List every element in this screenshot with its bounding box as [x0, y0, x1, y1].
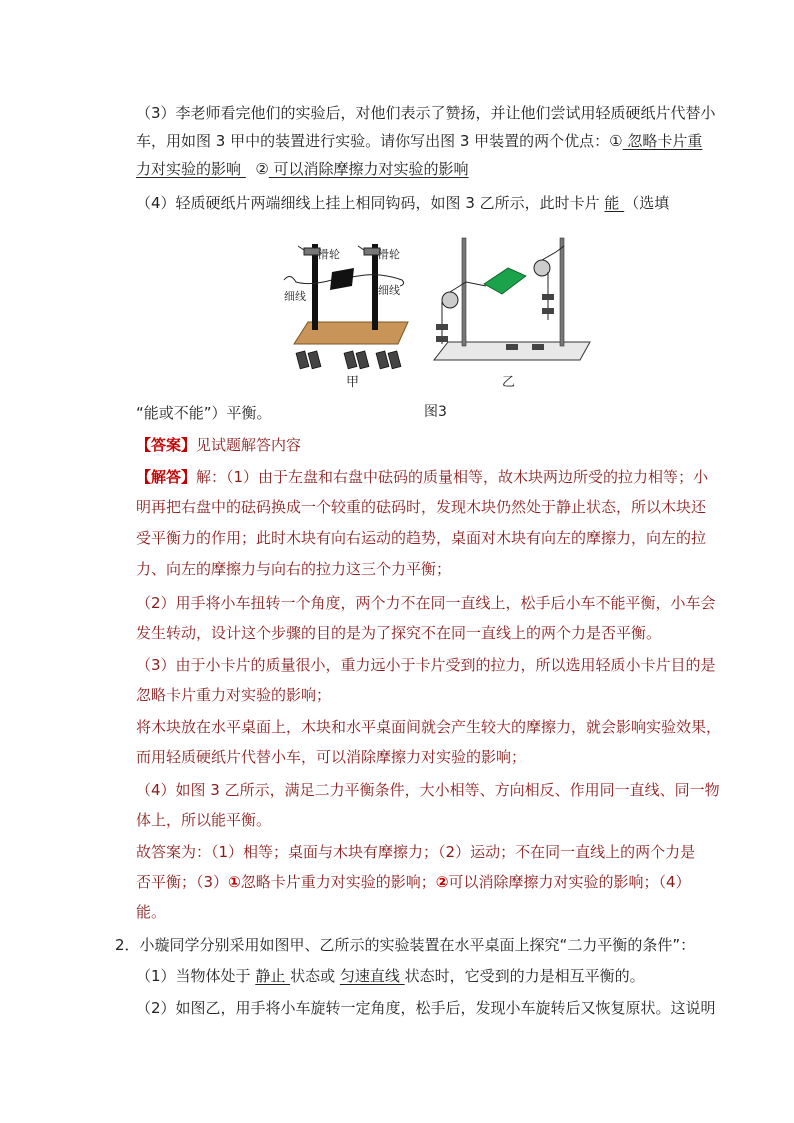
- figure-jia: [284, 244, 408, 369]
- analysis-line1: [136, 466, 708, 488]
- analysis-line2: 明再把右盘中的砝码换成一个较重的砝码时，发现木块仍然处于静止状态，所以木块还: [136, 498, 707, 516]
- figure-caption: 图3: [424, 404, 447, 420]
- analysis-line7: （3）由于小卡片的质量很小，重力远小于卡片受到的拉力，所以选用轻质小卡片目的是: [136, 656, 716, 674]
- black-card: [330, 268, 354, 290]
- q2-number: 2．: [115, 936, 140, 954]
- analysis-tag: 【解答】: [136, 468, 197, 486]
- q4-line2: “能或不能”）平衡。: [136, 404, 272, 422]
- analysis-line6: 发生转动，设计这个步骤的目的是为了探究不在同一直线上的两个力是否平衡。: [136, 624, 662, 642]
- q3-answer1: 忽略卡片重: [622, 132, 703, 150]
- analysis-line8: 忽略卡片重力对实验的影响；: [136, 686, 332, 704]
- label-string-left: 细线: [284, 290, 306, 303]
- analysis-line10: 而用轻质硬纸片代替小车，可以消除摩擦力对实验的影响；: [136, 748, 527, 766]
- figure-yi: [434, 238, 590, 360]
- analysis-mark-2: ②: [435, 873, 449, 891]
- left-stand: [462, 238, 466, 346]
- answer-line: [136, 434, 301, 456]
- analysis-line3: 受平衡力的作用；此时木块有向右运动的趋势，桌面对木块有向左的摩擦力，向左的拉: [136, 529, 707, 547]
- q3-answer1-cont: 力对实验的影响: [136, 160, 246, 178]
- wooden-board: [294, 322, 408, 344]
- analysis-line14-b: 忽略卡片重力对实验的影响；: [240, 873, 436, 891]
- label-string-right: 细线: [378, 284, 400, 297]
- label-pulley-right: 滑轮: [378, 248, 400, 261]
- right-stand: [560, 238, 564, 346]
- analysis-line13: 故答案为：（1）相等；桌面与木块有摩擦力；（2）运动；不在同一直线上的两个力是: [136, 843, 696, 861]
- q3-line1: （3）李老师看完他们的实验后，对他们表示了赞扬，并让他们尝试用轻质硬纸片代替小: [136, 104, 716, 122]
- figure-3: [280, 232, 600, 392]
- analysis-line5: （2）用手将小车扭转一个角度，两个力不在同一直线上，松手后小车不能平衡，小车会: [136, 594, 716, 612]
- label-pulley-left: 滑轮: [318, 248, 340, 261]
- analysis-line4: 力、向左的摩擦力与向右的拉力这三个力平衡；: [136, 560, 452, 578]
- q4-blank: 能: [604, 194, 625, 212]
- q3-answer2: 可以消除摩擦力对实验的影响: [268, 160, 469, 178]
- answer-text: 见试题解答内容: [196, 436, 302, 454]
- q4-line1-text: （4）轻质硬纸片两端细线上挂上相同钩码，如图 3 乙所示，此时卡片: [136, 194, 605, 212]
- q2-part2-line: （2）如图乙，用手将小车旋转一定角度，松手后，发现小车旋转后又恢复原状。这说明: [136, 999, 716, 1017]
- q2-part1-a: （1）当物体处于: [136, 967, 256, 985]
- analysis-line9: 将木块放在水平桌面上，木块和水平桌面间就会产生较大的摩擦力，就会影响实验效果，: [136, 718, 722, 736]
- q2-blank-2: 匀速直线: [339, 967, 405, 985]
- analysis-line11: （4）如图 3 乙所示，满足二力平衡条件，大小相等、方向相反、作用同一直线、同一物: [136, 781, 720, 799]
- q3-line2-text: 车，用如图 3 甲中的装置进行实验。请你写出图 3 甲装置的两个优点：: [136, 132, 610, 150]
- analysis-line14-a: 否平衡；（3）: [136, 873, 229, 891]
- q3-answer1-mark: ①: [609, 132, 623, 150]
- caption-jia: 甲: [346, 375, 360, 390]
- analysis-mark-1: ①: [228, 873, 241, 891]
- q2-part1-c: 状态或: [290, 967, 340, 985]
- answer-tag: 【答案】: [136, 436, 197, 454]
- analysis-line12: 体上，所以能平衡。: [136, 811, 272, 829]
- q2-stem-line: [115, 934, 695, 956]
- left-pulley-wheel-icon: [442, 292, 458, 308]
- q3-line2: [136, 130, 702, 152]
- q4-line1: [136, 192, 669, 214]
- analysis-line14-c: 可以消除摩擦力对实验的影响；（4）: [448, 873, 691, 891]
- analysis-line15: 能。: [136, 903, 167, 921]
- analysis-text-1: 解：（1）由于左盘和右盘中砝码的质量相等，故木块两边所受的拉力相等；小: [196, 468, 709, 486]
- q3-answer2-mark: ②: [255, 160, 269, 178]
- weights-group: [296, 351, 401, 369]
- q2-stem: 小璇同学分别采用如图甲、乙所示的实验装置在水平桌面上探究“二力平衡的条件”：: [139, 936, 696, 954]
- q3-line3: [136, 158, 469, 180]
- q4-tail: （选填: [624, 194, 670, 212]
- q2-part1-d: 状态时，它受到的力是相互平衡的。: [404, 967, 645, 985]
- q2-blank-1: 静止: [255, 967, 291, 985]
- caption-yi: 乙: [502, 375, 516, 390]
- green-card: [484, 268, 526, 294]
- analysis-line14: [136, 871, 691, 893]
- q2-part1-line: [136, 965, 645, 987]
